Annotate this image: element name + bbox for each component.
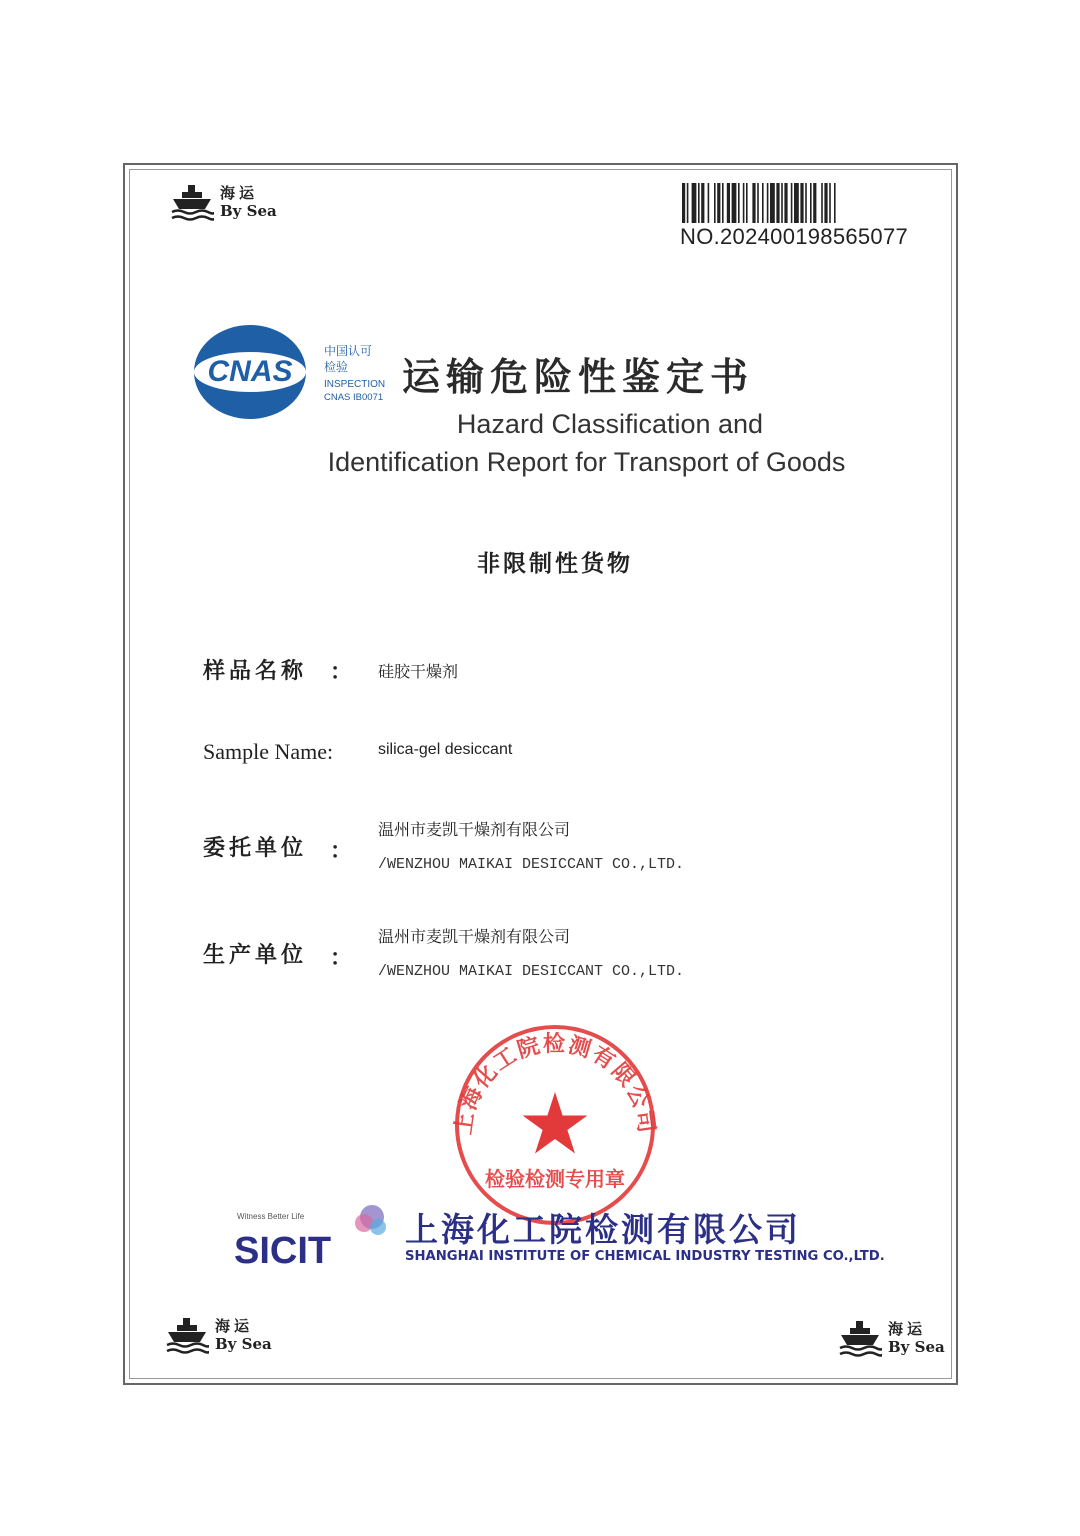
manufacturer-value-en: /WENZHOU MAIKAI DESICCANT CO.,LTD. xyxy=(378,963,685,980)
manufacturer-value-zh: 温州市麦凯干燥剂有限公司 xyxy=(378,927,571,946)
ship-icon xyxy=(165,1315,209,1355)
badge-label-en: By Sea xyxy=(888,1338,945,1356)
title-zh: 运输危险性鉴定书 xyxy=(402,354,755,399)
barcode xyxy=(682,183,927,223)
badge-label-zh: 海运 xyxy=(215,1317,254,1335)
client-value-en: /WENZHOU MAIKAI DESICCANT CO.,LTD. xyxy=(378,856,685,873)
sample-name-zh-value: 硅胶干燥剂 xyxy=(378,662,459,681)
report-number: NO.202400198565077 xyxy=(680,224,909,249)
by-sea-badge-bottom-right xyxy=(838,1318,945,1358)
ship-icon xyxy=(170,182,214,222)
colon: ： xyxy=(330,659,353,685)
official-seal xyxy=(440,1020,670,1225)
cnas-line4: CNAS IB0071 xyxy=(324,392,384,403)
client-label: 委托单位 xyxy=(203,835,308,861)
sicit-logo-text: SICIT xyxy=(234,1230,332,1272)
manufacturer-label: 生产单位 xyxy=(203,942,308,968)
by-sea-badge-top-left xyxy=(170,182,277,222)
badge-label-zh: 海运 xyxy=(888,1320,927,1338)
sample-name-en-label: Sample Name: xyxy=(203,739,334,764)
by-sea-badge-bottom-left xyxy=(165,1315,272,1355)
institute-name-zh: 上海化工院检测有限公司 xyxy=(405,1210,801,1249)
institute-name-en: SHANGHAI INSTITUTE OF CHEMICAL INDUSTRY TESTING CO.,LTD. xyxy=(405,1249,885,1264)
sample-name-en-value: silica-gel desiccant xyxy=(378,741,513,758)
cnas-logo xyxy=(190,322,390,422)
cnas-line1: 中国认可 xyxy=(324,344,373,358)
client-value-zh: 温州市麦凯干燥剂有限公司 xyxy=(378,820,571,839)
cnas-line3: INSPECTION xyxy=(324,379,386,390)
seal-star-icon xyxy=(523,1092,588,1154)
badge-label-en: By Sea xyxy=(220,202,277,220)
badge-label-zh: 海运 xyxy=(220,184,259,202)
seal-inner-text: 检验检测专用章 xyxy=(485,1167,625,1191)
sample-name-zh-label: 样品名称 xyxy=(203,658,308,684)
cnas-logo-text: CNAS xyxy=(207,355,293,388)
colon: ： xyxy=(330,838,353,864)
ship-icon xyxy=(838,1318,882,1358)
sicit-tagline: Witness Better Life xyxy=(237,1212,305,1221)
title-en-line2: Identification Report for Transport of Goods xyxy=(327,447,846,477)
cnas-line2: 检验 xyxy=(324,360,349,374)
sicit-logo xyxy=(232,1203,392,1273)
classification-result: 非限制性货物 xyxy=(477,550,633,577)
seal-outer-text: 上海化工院检测有限公司 xyxy=(450,1031,660,1137)
title-en-line1: Hazard Classification and xyxy=(456,409,764,439)
colon: ： xyxy=(330,945,353,971)
badge-label-en: By Sea xyxy=(215,1335,272,1353)
